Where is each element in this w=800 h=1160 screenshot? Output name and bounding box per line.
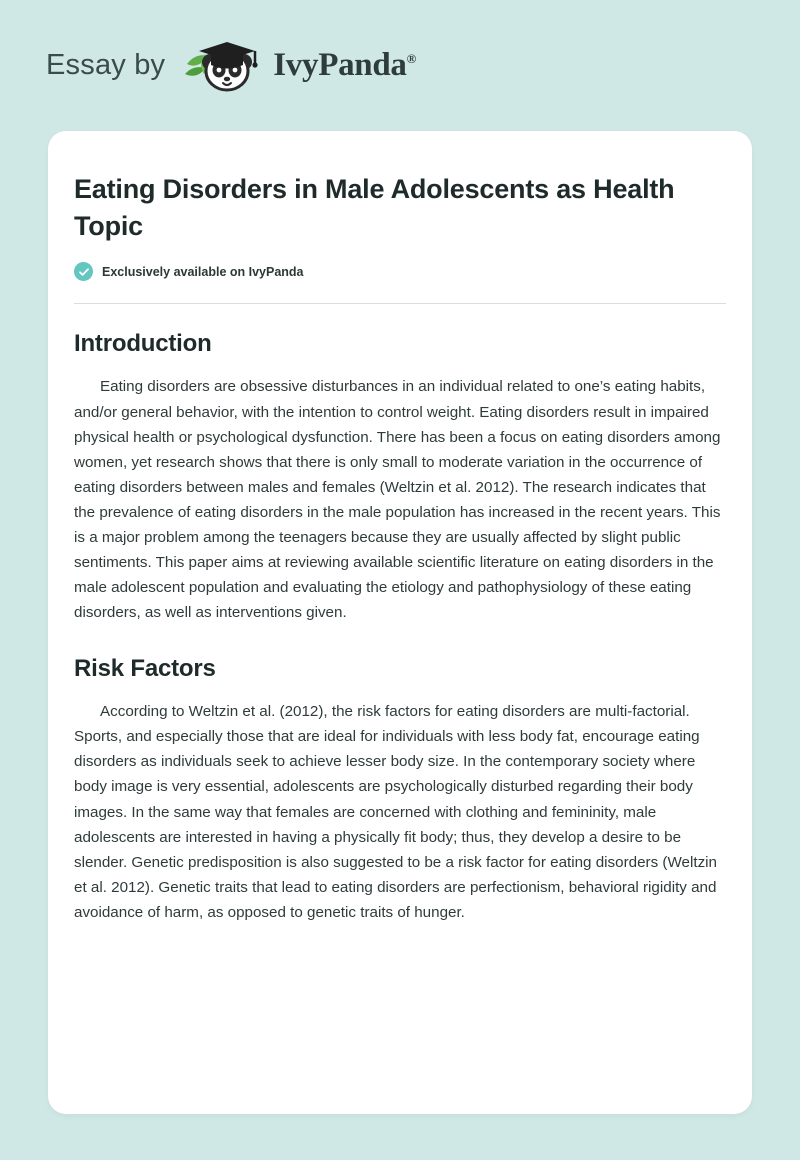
panda-graduate-icon xyxy=(181,34,267,96)
document-content xyxy=(48,131,752,925)
section-paragraph-risk-factors: According to Weltzin et al. (2012), the risk factors for eating disorders are multi-factorial. Sports, and especially those that are ideal for individuals with less body fat, encourage eating disorders as individuals seek to achieve lesser body size. In the contemporary society where body image is very essential, adolescents are psychologically disturbed regarding their body images. In the same way that females are concerned with clothing and femininity, male adolescents are interested in having a physically fit body; thus, they develop a desire to be slender. Genetic predisposition is also suggested to be a risk factor for eating disorders (Weltzin et al. 2012). Genetic traits that lead to eating disorders are perfectionism, behavioral rigidity and avoidance of harm, as opposed to genetic traits of hunger. xyxy=(74,703,717,921)
brand-header xyxy=(0,0,800,92)
section-heading-introduction: Introduction xyxy=(74,330,212,358)
document-card xyxy=(48,131,752,1114)
essay-by-label: Essay by xyxy=(46,48,166,81)
brand-logo[interactable] xyxy=(181,34,416,96)
title-divider xyxy=(74,303,726,304)
registered-mark: ® xyxy=(406,50,416,66)
exclusive-badge xyxy=(74,262,726,281)
brand-name xyxy=(273,47,416,84)
section-paragraph-introduction: Eating disorders are obsessive disturbances in an individual related to one’s eating habits, and/or general behavior, with the intention to control weight. Eating disorders result in impaired physical health or psychological dysfunction. There has been a focus on eating disorders among women, yet research shows that there is only small to moderate variation in the occurrence of eating disorders between males and females (Weltzin et al. 2012). The research indicates that the prevalence of eating disorders in the male population has increased in the recent years. This is a major problem among the teenagers because they are usually affected by slight public sentiments. This paper aims at reviewing available scientific literature on eating disorders in the male adolescent population and evaluating the etiology and pathophysiology of these eating disorders, as well as interventions given. xyxy=(74,378,721,622)
brand-name-text: IvyPanda xyxy=(273,46,407,83)
page-title: Eating Disorders in Male Adolescents as Health Topic xyxy=(74,174,675,241)
section-heading-risk-factors: Risk Factors xyxy=(74,655,216,683)
check-circle-icon xyxy=(74,262,93,281)
exclusive-label: Exclusively available on IvyPanda xyxy=(102,264,304,279)
